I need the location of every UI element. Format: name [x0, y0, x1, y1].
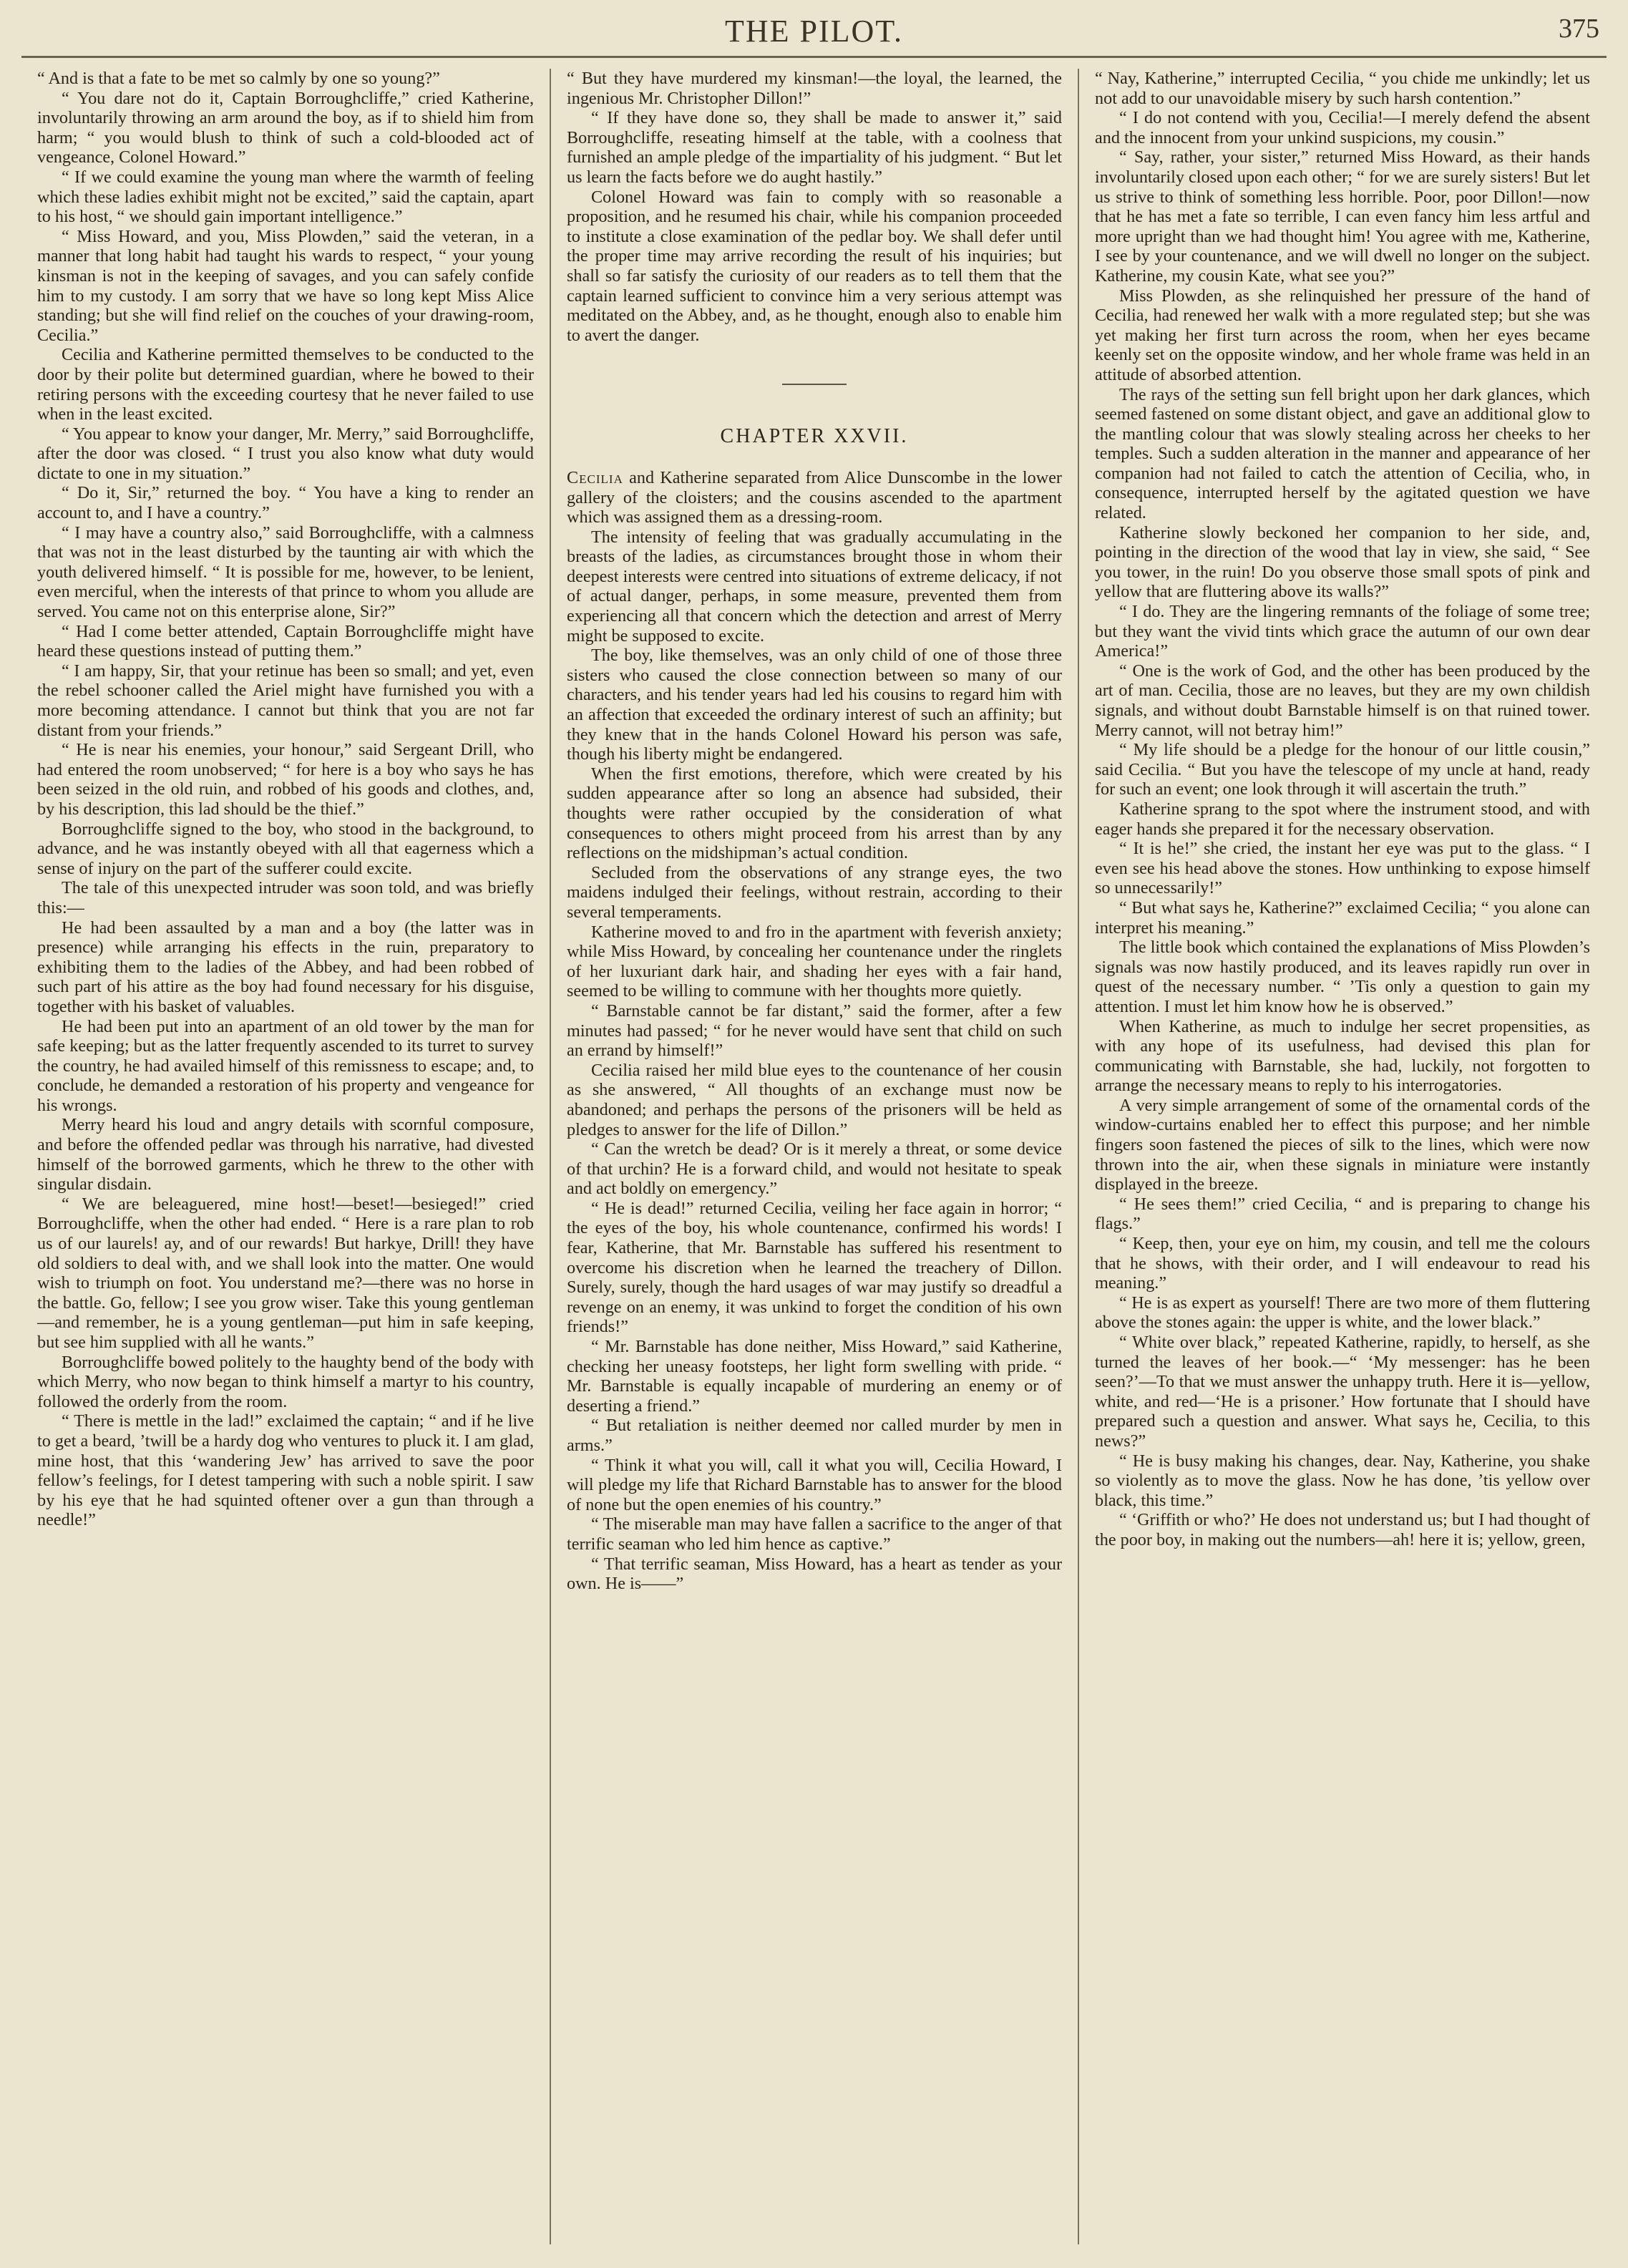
paragraph: “ ‘Griffith or who?’ He does not understand us; but I had thought of the poor boy, in making out the numbers—ah! here it is; yellow, green,	[1095, 1510, 1590, 1549]
paragraph: “ I may have a country also,” said Borroughcliffe, with a calmness that was not in the least disturbed by the taunting air with which the youth delivered himself. “ It is possible for me, however, to be lenient, even merciful, when the interests of that prince to whom you allude are served. You came not on this enterprise alone, Sir?”	[37, 522, 534, 622]
paragraph: “ But what says he, Katherine?” exclaimed Cecilia; “ you alone can interpret his meaning.”	[1095, 897, 1590, 938]
paragraph: “ We are beleaguered, mine host!—beset!—besieged!” cried Borroughcliffe, when the other had ended. “ Here is a rare plan to rob us of our laurels! ay, and of our rewards! But harkye, Drill! they have old soldiers to deal with, and we shall look into the matter. One would wish to triumph on foot. You understand me?—there was no horse in the battle. Go, fellow; I see you grow wiser. Take this young gentleman—and remember, he is a young gentleman—put him in safe keeping, but see him supplied with all he wants.”	[37, 1194, 534, 1352]
paragraph: Katherine slowly beckoned her companion to her side, and, pointing in the direction of the wood that lay in view, she said, “ See you tower, in the ruin! Do you observe those small spots of pink and yellow that are fluttering above its walls?”	[1095, 522, 1590, 602]
column-middle	[550, 69, 1078, 2244]
paragraph: Colonel Howard was fain to comply with so reasonable a proposition, and he resumed his chair, while his companion proceeded to institute a close examination of the pedlar boy. We shall defer until the proper time may arrive recording the result of his inquiries; but shall so far satisfy the curiosity of our readers as to tell them that the captain learned sufficient to convince him a very serious attempt was meditated on the Abbey, and, as he thought, enough also to enable him to avert the danger.	[567, 187, 1062, 345]
paragraph: “ Miss Howard, and you, Miss Plowden,” said the veteran, in a manner that long habit had taught his wards to respect, “ your young kinsman is not in the keeping of savages, and you can safely confide him to my custody. I am sorry that we have so long kept Miss Alice standing; but she will find relief on the couches of your drawing-room, Cecilia.”	[37, 226, 534, 345]
paragraph: Secluded from the observations of any strange eyes, the two maidens indulged their feelings, without restrain, according to their several temperaments.	[567, 862, 1062, 922]
chapter-heading-block	[567, 384, 1062, 447]
paragraph: Merry heard his loud and angry details with scornful composure, and before the offended pedlar was through his narrative, had divested himself of the borrowed garments, which he threw to the other with singular disdain.	[37, 1115, 534, 1194]
page-number: 375	[1559, 14, 1599, 44]
paragraph: “ Can the wretch be dead? Or is it merely a threat, or some device of that urchin? He is a forward child, and would not hesitate to speak and act boldly on emergency.”	[567, 1139, 1062, 1199]
column-right	[1078, 69, 1606, 2244]
paragraph: “ The miserable man may have fallen a sacrifice to the anger of that terrific seaman who led him hence as captive.”	[567, 1514, 1062, 1554]
paragraph: “ He is busy making his changes, dear. Nay, Katherine, you shake so violently as to move the glass. Now he has done, ’tis yellow over black, this time.”	[1095, 1451, 1590, 1510]
chapter-first-rest: and Katherine separated from Alice Dunscombe in the lower gallery of the cloisters; and the cousins ascended to the apartment which was assigned them as a dressing-room.	[567, 467, 1062, 527]
paragraph: He had been assaulted by a man and a boy (the latter was in presence) while arranging his effects in the ruin, preparatory to exhibiting them to the ladies of the Abbey, and had been robbed of such part of his attire as the boy had found necessary for his disguise, together with his basket of valuables.	[37, 918, 534, 1016]
paragraph: “ Mr. Barnstable has done neither, Miss Howard,” said Katherine, checking her uneasy footsteps, her light form swelling with pride. “ Mr. Barnstable is equally incapable of murdering an enemy or of deserting a friend.”	[567, 1337, 1062, 1416]
paragraph: He had been put into an apartment of an old tower by the man for safe keeping; but as the latter frequently ascended to its turret to survey the country, he had availed himself of this remissness to escape; and, to conclude, he demanded a restoration of his property and vengeance for his wrongs.	[37, 1016, 534, 1115]
paragraph: “ That terrific seaman, Miss Howard, has a heart as tender as your own. He is——”	[567, 1554, 1062, 1594]
paragraph: “ He is near his enemies, your honour,” said Sergeant Drill, who had entered the room unobserved; “ for here is a boy who says he has been seized in the old ruin, and robbed of his goods and clothes, and, by his description, this lad should be the thief.”	[37, 740, 534, 819]
column-middle-after	[567, 527, 1062, 1594]
paragraph: “ You appear to know your danger, Mr. Merry,” said Borroughcliffe, after the door was closed. “ I trust you also know what duty would dictate to one in my situation.”	[37, 424, 535, 483]
paragraph: “ He sees them!” cried Cecilia, “ and is preparing to change his flags.”	[1095, 1194, 1590, 1234]
paragraph: “ But they have murdered my kinsman!—the loyal, the learned, the ingenious Mr. Christopher Dillon!”	[567, 69, 1062, 108]
paragraph: “ He is as expert as yourself! There are two more of them fluttering above the stones again: the upper is white, and the lower black.”	[1095, 1293, 1590, 1333]
paragraph: “ Barnstable cannot be far distant,” said the former, after a few minutes had passed; “ for he never would have sent that child on such an errand by himself!”	[567, 1001, 1062, 1061]
paragraph: The rays of the setting sun fell bright upon her dark glances, which seemed fastened on some distant object, and gave an additional glow to the mantling colour that was slowly stealing across her cheeks to her temples. Such a sudden alteration in the manner and appearance of her companion had not failed to catch the attention of Cecilia, who, in consequence, interrupted herself by the agitated question we have related.	[1095, 384, 1590, 523]
paragraph: “ You dare not do it, Captain Borroughcliffe,” cried Katherine, involuntarily throwing an arm around the boy, as if to shield him from harm; “ you would blush to think of such a cold-blooded act of vengeance, Colonel Howard.”	[37, 88, 534, 167]
page-header	[0, 0, 1628, 62]
paragraph: A very simple arrangement of some of the ornamental cords of the window-curtains enabled her to effect this purpose; and her nimble fingers soon fastened the pieces of silk to the lines, which were now thrown into the air, when these signals in miniature were instantly displayed in the breeze.	[1095, 1095, 1590, 1194]
paragraph: Borroughcliffe signed to the boy, who stood in the background, to advance, and he was instantly obeyed with all that eagerness which a sense of injury on the part of the sufferer could excite.	[37, 819, 534, 878]
chapter-divider	[782, 384, 847, 385]
column-middle-before	[567, 69, 1062, 345]
paragraph: “ If we could examine the young man where the warmth of feeling which these ladies exhibit might not be excited,” said the captain, apart to his host, “ we should gain important intelligence.”	[37, 167, 534, 227]
paragraph: Cecilia and Katherine permitted themselves to be conducted to the door by their polite but determined guardian, where he bowed to their retiring persons with the exceeding courtesy that he never failed to use when in the least excited.	[37, 345, 534, 424]
paragraph: When the first emotions, therefore, which were created by his sudden appearance after so long an absence had subsided, their thoughts were rather occupied by the consideration of what consequences to others might proceed from his arrest than by any reflections on the midshipman’s actual condition.	[567, 764, 1062, 863]
paragraph: Miss Plowden, as she relinquished her pressure of the hand of Cecilia, had renewed her walk with a more regulated step; but she was yet making her first turn across the room, when her eyes became keenly set on the opposite window, and her whole frame was held in an attitude of absorbed attention.	[1095, 286, 1590, 384]
paragraph: The tale of this unexpected intruder was soon told, and was briefly this:—	[37, 878, 534, 918]
header-rule	[21, 56, 1607, 58]
paragraph: Katherine moved to and fro in the apartment with feverish anxiety; while Miss Howard, by concealing her countenance under the ringlets of her luxuriant dark hair, and shading her eyes with a fair hand, seemed to be willing to commune with her thoughts more quietly.	[567, 922, 1062, 1001]
paragraph: “ One is the work of God, and the other has been produced by the art of man. Cecilia, those are no leaves, but they are my own childish signals, and without doubt Barnstable himself is on that ruined tower. Merry cannot, will not betray him!”	[1095, 661, 1590, 740]
paragraph: “ Think it what you will, call it what you will, Cecilia Howard, I will pledge my life that Richard Barnstable has to answer for the blood of none but the open enemies of his country.”	[567, 1455, 1062, 1514]
paragraph: “ I do. They are the lingering remnants of the foliage of some tree; but they want the vivid tints which grace the autumn of our own dear America!”	[1095, 602, 1590, 661]
running-title: THE PILOT.	[725, 14, 903, 49]
column-left	[21, 69, 550, 2244]
paragraph: Cecilia raised her mild blue eyes to the countenance of her cousin as she answered, “ All thoughts of an exchange must now be abandoned; and perhaps the persons of the prisoners will be held as pledges to answer for the life of Dillon.”	[567, 1060, 1062, 1139]
paragraph: Borroughcliffe bowed politely to the haughty bend of the body with which Merry, who now began to think himself a martyr to his country, followed the orderly from the room.	[37, 1352, 534, 1411]
chapter-first-word: Cecilia	[567, 467, 623, 487]
paragraph: “ Had I come better attended, Captain Borroughcliffe might have heard these questions instead of putting them.”	[37, 621, 534, 661]
paragraph: The little book which contained the explanations of Miss Plowden’s signals was now hastily produced, and its leaves rapidly run over in quest of the necessary number. “ ’Tis only a question to gain my attention. I must let him know how he is observed.”	[1095, 938, 1590, 1016]
paragraph: “ There is mettle in the lad!” exclaimed the captain; “ and if he live to get a beard, ’twill be a hardy dog who ventures to pluck it. I am glad, mine host, that this ‘wandering Jew’ has arrived to save the poor fellow’s feelings, for I detest tampering with such a noble spirit. I saw by his eye that he had squinted oftener over a gun than through a needle!”	[37, 1411, 534, 1530]
paragraph: “ Keep, then, your eye on him, my cousin, and tell me the colours that he shows, with their order, and I will endeavour to read his meaning.”	[1095, 1234, 1590, 1293]
paragraph: “ It is he!” she cried, the instant her eye was put to the glass. “ I even see his head above the stones. How unthinking to expose himself so unnecessarily!”	[1095, 839, 1590, 898]
paragraph: “ Say, rather, your sister,” returned Miss Howard, as their hands involuntarily closed upon each other; “ for we are surely sisters! But let us strive to think of something less horrible. Poor, poor Dillon!—now that he has met a fate so terrible, I can even fancy him less artful and more upright than we had thought him! You agree with me, Katherine, I see by your countenance, and we will dwell no longer on the subject. Katherine, my cousin Kate, what see you?”	[1095, 147, 1590, 286]
paragraph: “ Do it, Sir,” returned the boy. “ You have a king to render an account to, and I have a country.”	[37, 483, 534, 523]
paragraph: The intensity of feeling that was gradually accumulating in the breasts of the ladies, as circumstances brought those in whom their deepest interests were centred into situations of extreme delicacy, if not of actual danger, perhaps, in some measure, prevented them from experiencing all that concern which the detection and arrest of Merry might be supposed to excite.	[567, 527, 1062, 646]
chapter-title: CHAPTER XXVII.	[720, 425, 909, 448]
paragraph: “ I do not contend with you, Cecilia!—I merely defend the absent and the innocent from your unkind suspicions, my cousin.”	[1095, 108, 1590, 147]
paragraph: The boy, like themselves, was an only child of one of those three sisters who caused the close connection between so many of our characters, and his tender years had led his cousins to regard him with an affection that exceeded the ordinary interest of such an affinity; but they knew that in the hands Colonel Howard his person was safe, though his liberty might be endangered.	[567, 646, 1062, 764]
paragraph: When Katherine, as much to indulge her secret propensities, as with any hope of its usefulness, had devised this plan for communicating with Barnstable, she had, luckily, not forgotten to arrange the necessary means to reply to his interrogatories.	[1095, 1016, 1590, 1096]
chapter-first-paragraph	[567, 468, 1062, 527]
paragraph: “ If they have done so, they shall be made to answer it,” said Borroughcliffe, reseating himself at the table, with a coolness that furnished an ample pledge of the impartiality of his judgment. “ But let us learn the facts before we do aught hastily.”	[567, 108, 1062, 187]
text-columns	[21, 69, 1607, 2244]
paragraph: “ But retaliation is neither deemed nor called murder by men in arms.”	[567, 1416, 1062, 1455]
paragraph: “ My life should be a pledge for the honour of our little cousin,” said Cecilia. “ But you have the telescope of my uncle at hand, ready for such an event; one look through it will ascertain the truth.”	[1095, 740, 1590, 799]
paragraph: Katherine sprang to the spot where the instrument stood, and with eager hands she prepared it for the necessary observation.	[1095, 799, 1590, 839]
paragraph: “ White over black,” repeated Katherine, rapidly, to herself, as she turned the leaves of her book.—“ ‘My messenger: has he been seen?’—To that we must answer the unhappy truth. Here it is—yellow, white, and red—‘He is a prisoner.’ How fortunate that I should have prepared such a question and answer. What says he, Cecilia, to this news?”	[1095, 1333, 1590, 1451]
paragraph: “ Nay, Katherine,” interrupted Cecilia, “ you chide me unkindly; let us not add to our unavoidable misery by such harsh contention.”	[1095, 69, 1590, 108]
paragraph: “ And is that a fate to be met so calmly by one so young?”	[37, 69, 440, 88]
paragraph: “ I am happy, Sir, that your retinue has been so small; and yet, even the rebel schooner called the Ariel might have furnished you with a more becoming attendance. I cannot but think that you are not far distant from your friends.”	[37, 661, 534, 740]
paragraph: “ He is dead!” returned Cecilia, veiling her face again in horror; “ the eyes of the boy, his whole countenance, confirmed his words! I fear, Katherine, that Mr. Barnstable has suffered his resentment to overcome his discretion when he learned the treachery of Dillon. Surely, surely, though the hard usages of war may justify so dreadful a revenge on an enemy, it was unkind to forget the condition of his own friends!”	[567, 1198, 1062, 1337]
